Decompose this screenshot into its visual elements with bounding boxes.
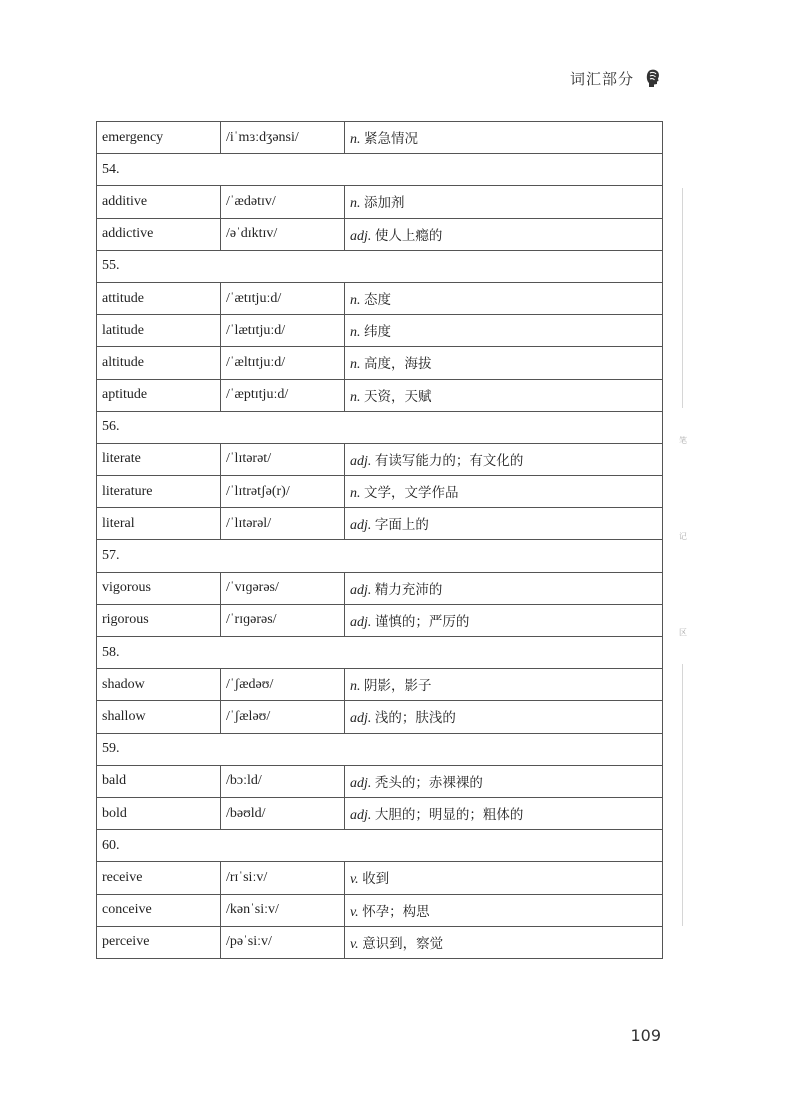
- word-cell: attitude: [97, 282, 221, 314]
- definition-cell: [345, 669, 663, 701]
- part-of-speech: n.: [350, 325, 361, 341]
- phonetic-cell: /ˈlɪtrətʃə(r)/: [221, 476, 345, 508]
- section-title: 词汇部分: [569, 69, 634, 88]
- definition-cell: [345, 604, 663, 636]
- part-of-speech: adj.: [350, 228, 372, 244]
- word-cell: literate: [97, 443, 221, 475]
- word-cell: bold: [97, 797, 221, 829]
- group-row: [97, 154, 663, 186]
- side-note-char: 笔: [679, 436, 687, 445]
- word-row: [97, 604, 663, 636]
- word-row: [97, 572, 663, 604]
- phonetic-cell: /ˈæltɪtjuːd/: [221, 347, 345, 379]
- meaning-text: 纬度: [364, 324, 391, 341]
- phonetic-cell: /rɪˈsiːv/: [221, 862, 345, 894]
- group-row: [97, 250, 663, 282]
- word-cell: rigorous: [97, 604, 221, 636]
- meaning-text: 高度，海拔: [364, 356, 432, 373]
- word-cell: addictive: [97, 218, 221, 250]
- phonetic-cell: /ˈʃæləʊ/: [221, 701, 345, 733]
- word-row: [97, 476, 663, 508]
- meaning-text: 秃头的；赤裸裸的: [374, 774, 483, 791]
- definition-cell: [345, 701, 663, 733]
- definition-cell: [345, 508, 663, 540]
- definition-cell: [345, 186, 663, 218]
- phonetic-cell: /ˈʃædəʊ/: [221, 669, 345, 701]
- definition-cell: [345, 862, 663, 894]
- meaning-text: 浅的；肤浅的: [374, 710, 456, 727]
- definition-cell: [345, 926, 663, 958]
- phonetic-cell: /əˈdɪktɪv/: [221, 218, 345, 250]
- group-number: 56.: [97, 411, 663, 443]
- meaning-text: 收到: [362, 871, 390, 888]
- part-of-speech: n.: [350, 357, 361, 373]
- word-cell: additive: [97, 186, 221, 218]
- phonetic-cell: /iˈmɜːdʒənsi/: [221, 122, 345, 154]
- side-note-char: 区: [679, 628, 687, 637]
- meaning-text: 意识到，察觉: [362, 935, 444, 952]
- phonetic-cell: /ˈædətɪv/: [221, 186, 345, 218]
- word-cell: literature: [97, 476, 221, 508]
- head-silhouette-icon: [646, 69, 660, 87]
- meaning-text: 大胆的；明显的；粗体的: [374, 807, 524, 824]
- definition-cell: [345, 894, 663, 926]
- definition-cell: [345, 218, 663, 250]
- meaning-text: 态度: [364, 292, 391, 309]
- word-row: [97, 186, 663, 218]
- part-of-speech: v.: [350, 904, 359, 920]
- meaning-text: 添加剂: [364, 195, 405, 212]
- phonetic-cell: /kənˈsiːv/: [221, 894, 345, 926]
- part-of-speech: n.: [350, 389, 361, 405]
- word-cell: aptitude: [97, 379, 221, 411]
- definition-cell: [345, 379, 663, 411]
- meaning-text: 阴影，影子: [364, 678, 432, 695]
- definition-cell: [345, 282, 663, 314]
- part-of-speech: n.: [350, 132, 361, 148]
- word-row: [97, 315, 663, 347]
- word-cell: vigorous: [97, 572, 221, 604]
- notes-divider-bottom: [682, 664, 683, 926]
- group-row: [97, 830, 663, 862]
- word-row: [97, 669, 663, 701]
- word-row: [97, 218, 663, 250]
- meaning-text: 紧急情况: [364, 131, 418, 148]
- notes-divider-top: [682, 188, 683, 408]
- group-number: 60.: [97, 830, 663, 862]
- phonetic-cell: /ˈrɪɡərəs/: [221, 604, 345, 636]
- part-of-speech: n.: [350, 196, 361, 212]
- word-row: [97, 379, 663, 411]
- group-row: [97, 411, 663, 443]
- meaning-text: 怀孕；构思: [362, 903, 430, 920]
- word-row: [97, 765, 663, 797]
- group-number: 59.: [97, 733, 663, 765]
- phonetic-cell: /ˈvɪɡərəs/: [221, 572, 345, 604]
- part-of-speech: adj.: [350, 453, 372, 469]
- word-cell: perceive: [97, 926, 221, 958]
- phonetic-cell: /bɔːld/: [221, 765, 345, 797]
- group-number: 55.: [97, 250, 663, 282]
- phonetic-cell: /ˈlɪtərət/: [221, 443, 345, 475]
- part-of-speech: adj.: [350, 582, 372, 598]
- meaning-text: 谨慎的；严厉的: [374, 613, 470, 630]
- part-of-speech: adj.: [350, 808, 372, 824]
- word-cell: latitude: [97, 315, 221, 347]
- meaning-text: 文学，文学作品: [364, 485, 459, 502]
- group-number: 57.: [97, 540, 663, 572]
- part-of-speech: adj.: [350, 711, 372, 727]
- part-of-speech: n.: [350, 293, 361, 309]
- meaning-text: 使人上瘾的: [374, 227, 443, 244]
- word-cell: shallow: [97, 701, 221, 733]
- word-cell: bald: [97, 765, 221, 797]
- group-row: [97, 637, 663, 669]
- meaning-text: 精力充沛的: [374, 581, 443, 598]
- meaning-text: 天资，天赋: [364, 388, 432, 405]
- phonetic-cell: /ˈætɪtjuːd/: [221, 282, 345, 314]
- definition-cell: [345, 122, 663, 154]
- group-number: 54.: [97, 154, 663, 186]
- page-number: 109: [630, 1026, 661, 1045]
- phonetic-cell: /bəʊld/: [221, 797, 345, 829]
- word-cell: conceive: [97, 894, 221, 926]
- meaning-text: 字面上的: [374, 517, 429, 534]
- word-row: [97, 347, 663, 379]
- definition-cell: [345, 797, 663, 829]
- word-cell: shadow: [97, 669, 221, 701]
- word-row: [97, 862, 663, 894]
- definition-cell: [345, 572, 663, 604]
- word-row: [97, 797, 663, 829]
- part-of-speech: n.: [350, 486, 361, 502]
- meaning-text: 有读写能力的；有文化的: [374, 452, 524, 469]
- word-row: [97, 508, 663, 540]
- word-cell: altitude: [97, 347, 221, 379]
- part-of-speech: adj.: [350, 614, 372, 630]
- phonetic-cell: /ˈlɪtərəl/: [221, 508, 345, 540]
- definition-cell: [345, 347, 663, 379]
- phonetic-cell: /ˈæptɪtjuːd/: [221, 379, 345, 411]
- word-row: [97, 926, 663, 958]
- vocabulary-table: [96, 121, 663, 959]
- side-note-char: 记: [679, 532, 687, 541]
- part-of-speech: v.: [350, 872, 359, 888]
- part-of-speech: adj.: [350, 775, 372, 791]
- word-row: [97, 443, 663, 475]
- word-cell: literal: [97, 508, 221, 540]
- page-header: [570, 64, 660, 92]
- word-row: [97, 282, 663, 314]
- definition-cell: [345, 315, 663, 347]
- part-of-speech: adj.: [350, 518, 372, 534]
- group-row: [97, 733, 663, 765]
- definition-cell: [345, 476, 663, 508]
- word-row: [97, 894, 663, 926]
- definition-cell: [345, 765, 663, 797]
- group-number: 58.: [97, 637, 663, 669]
- phonetic-cell: /ˈlætɪtjuːd/: [221, 315, 345, 347]
- definition-cell: [345, 443, 663, 475]
- group-row: [97, 540, 663, 572]
- word-row: [97, 122, 663, 154]
- word-row: [97, 701, 663, 733]
- part-of-speech: n.: [350, 679, 361, 695]
- word-cell: receive: [97, 862, 221, 894]
- part-of-speech: v.: [350, 936, 359, 952]
- word-cell: emergency: [97, 122, 221, 154]
- phonetic-cell: /pəˈsiːv/: [221, 926, 345, 958]
